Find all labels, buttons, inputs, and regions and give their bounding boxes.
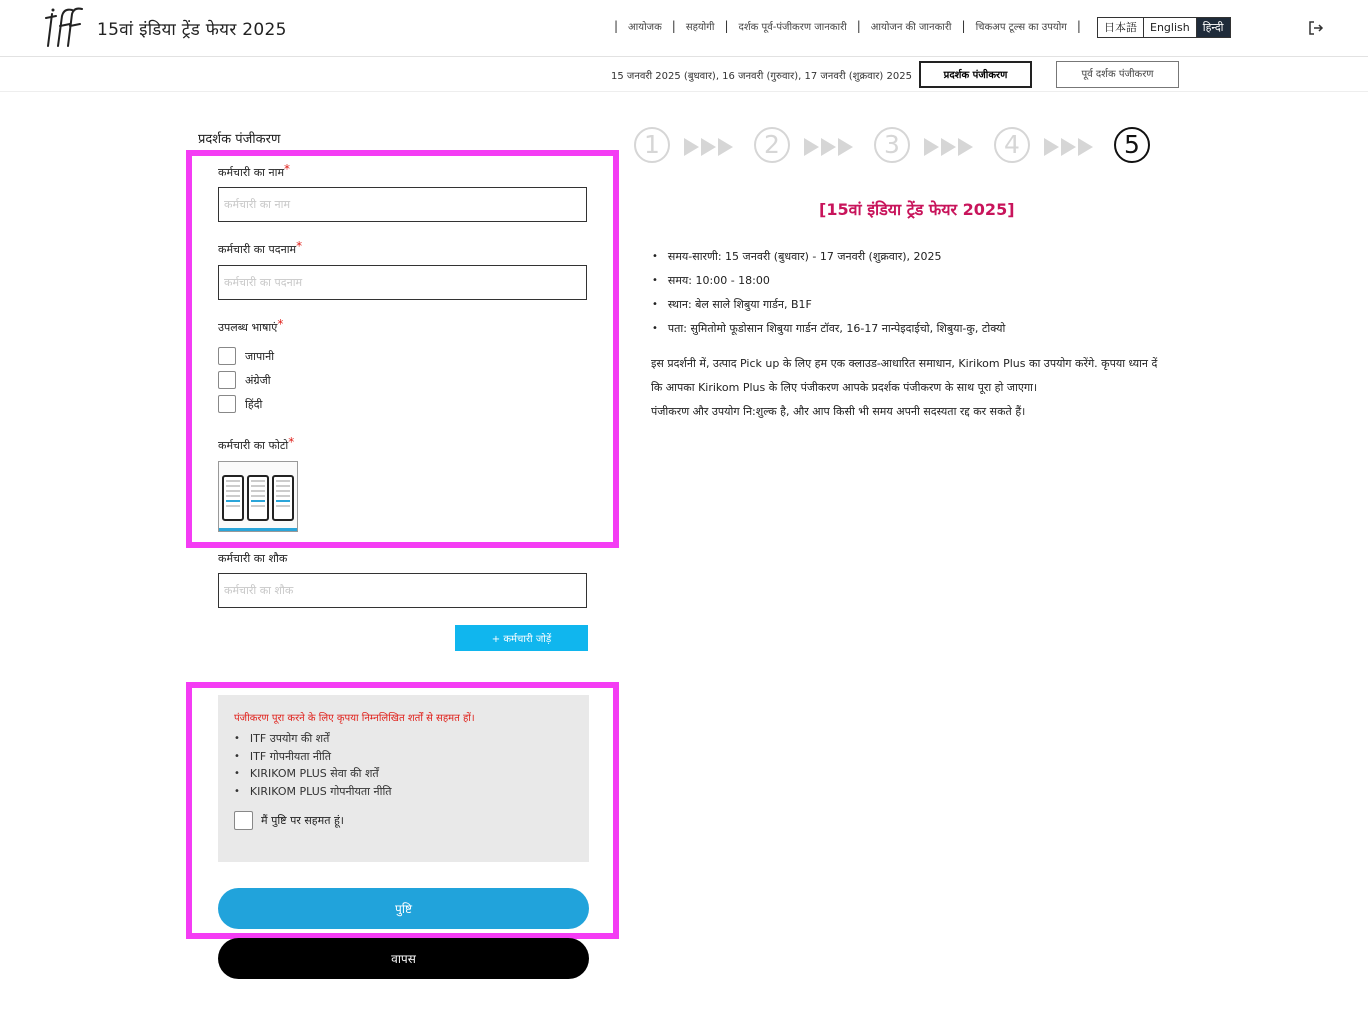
terms-item <box>234 748 392 766</box>
agree-checkbox[interactable] <box>234 811 253 830</box>
required-mark: * <box>277 317 284 331</box>
itf-logo[interactable] <box>42 6 88 50</box>
required-mark: * <box>296 239 303 253</box>
languages-label <box>218 317 284 335</box>
terms-item <box>234 783 392 801</box>
employee-photo-thumbnail[interactable] <box>218 461 298 532</box>
step-arrow-icon <box>684 138 736 156</box>
language-option-label: जापानी <box>245 349 275 363</box>
step-arrow-icon <box>1044 138 1096 156</box>
nav-separator: | <box>724 19 729 33</box>
languages-label-text: उपलब्ध भाषाएं <box>218 321 278 334</box>
employee-position-label-text: कर्मचारी का पदनाम <box>218 243 297 256</box>
event-info-venue: • स्थान: बेल साले शिबुया गार्डन, B1F <box>652 292 1005 316</box>
required-mark: * <box>284 162 291 176</box>
terms-item <box>234 730 392 748</box>
step-4: 4 <box>994 127 1030 163</box>
event-info-schedule: • समय-सारणी: 15 जनवरी (बुधवार) - 17 जनवरी (शुक्रवार), 2025 <box>652 244 1005 268</box>
main-nav <box>604 19 1091 33</box>
terms-link-itf-privacy[interactable]: • ITF गोपनीयता नीति <box>249 749 332 763</box>
employee-photo-label <box>218 435 295 453</box>
employee-position-input[interactable] <box>218 265 587 300</box>
terms-list <box>234 730 392 800</box>
nav-item-partners[interactable]: सहयोगी <box>685 22 715 33</box>
nav-item-organizer[interactable]: आयोजक <box>628 22 662 33</box>
required-mark: * <box>288 435 295 449</box>
language-checkbox-hindi[interactable] <box>218 395 236 413</box>
exhibitor-registration-button[interactable]: प्रदर्शक पंजीकरण <box>919 61 1032 88</box>
agree-label: मैं पुष्टि पर सहमत हूं। <box>261 814 344 827</box>
site-title: 15वां इंडिया ट्रेंड फेयर 2025 <box>97 20 287 40</box>
add-employee-button[interactable]: + कर्मचारी जोड़ें <box>455 625 588 651</box>
photo-selected-bar <box>219 528 297 531</box>
visitor-registration-button[interactable]: पूर्व दर्शक पंजीकरण <box>1056 61 1179 88</box>
language-checkbox-english[interactable] <box>218 371 236 389</box>
event-description <box>651 352 1176 424</box>
step-1: 1 <box>634 127 670 163</box>
step-3: 3 <box>874 127 910 163</box>
nav-item-visitor-info[interactable]: दर्शक पूर्व-पंजीकरण जानकारी <box>738 22 847 33</box>
employee-hobby-input[interactable] <box>218 573 587 608</box>
back-button[interactable]: वापस <box>218 938 589 979</box>
lang-japanese[interactable]: 日本語 <box>1098 18 1144 37</box>
nav-item-event-info[interactable]: आयोजन की जानकारी <box>870 22 952 33</box>
event-info-address: • पता: सुमितोमो फूडोसान शिबुया गार्डन टॉवर, 16-17 नान्पेइदाईचो, शिबुया-कु, टोक्यो <box>652 316 1005 340</box>
terms-warning: पंजीकरण पूरा करने के लिए कृपया निम्नलिखित शर्तों से सहमत हों। <box>234 713 475 724</box>
section-title: प्रदर्शक पंजीकरण <box>198 132 281 147</box>
language-option-english <box>218 371 271 389</box>
phone-image <box>247 475 269 521</box>
terms-link-kirikom-terms[interactable]: • KIRIKOM PLUS सेवा की शर्तें <box>249 767 379 781</box>
nav-separator: | <box>614 19 619 33</box>
terms-link-itf-terms[interactable]: • ITF उपयोग की शर्तें <box>249 732 330 746</box>
terms-item <box>234 765 392 783</box>
event-info-list <box>652 244 1005 340</box>
event-info-time: • समय: 10:00 - 18:00 <box>652 268 1005 292</box>
step-5: 5 <box>1114 127 1150 163</box>
confirm-button[interactable]: पुष्टि <box>218 888 589 929</box>
language-option-japanese <box>218 347 274 365</box>
sub-header <box>0 57 1368 92</box>
nav-item-tools[interactable]: चिकअप टूल्स का उपयोग <box>975 22 1067 33</box>
nav-separator: | <box>1076 19 1081 33</box>
agree-row <box>234 811 344 830</box>
logout-icon[interactable] <box>1307 19 1325 37</box>
language-option-hindi <box>218 395 262 413</box>
employee-hobby-label: कर्मचारी का शौक <box>218 552 288 565</box>
lang-english[interactable]: English <box>1144 18 1197 37</box>
employee-position-label <box>218 239 303 257</box>
terms-link-kirikom-privacy[interactable]: • KIRIKOM PLUS गोपनीयता नीति <box>249 784 392 798</box>
site-header <box>0 0 1368 57</box>
employee-name-input[interactable] <box>218 187 587 222</box>
description-line: कि आपका Kirikom Plus के लिए पंजीकरण आपके प्रदर्शक पंजीकरण के साथ पूरा हो जाएगा। <box>651 381 1038 394</box>
nav-separator: | <box>856 19 861 33</box>
employee-photo-label-text: कर्मचारी का फोटो <box>218 439 289 452</box>
description-line: इस प्रदर्शनी में, उत्पाद Pick up के लिए हम एक क्लाउड-आधारित समाधान, Kirikom Plus का उपयोग करेंगे. कृपया ध्यान दें <box>651 357 1158 370</box>
terms-box <box>218 695 589 862</box>
event-title: [15वां इंडिया ट्रेंड फेयर 2025] <box>819 200 1015 219</box>
language-checkbox-japanese[interactable] <box>218 347 236 365</box>
phone-image <box>222 475 244 521</box>
nav-separator: | <box>671 19 676 33</box>
step-arrow-icon <box>804 138 856 156</box>
language-switcher <box>1097 17 1231 38</box>
lang-hindi[interactable]: हिन्दी <box>1197 18 1230 37</box>
employee-name-label-text: कर्मचारी का नाम <box>218 166 285 179</box>
phone-image <box>272 475 294 521</box>
step-2: 2 <box>754 127 790 163</box>
language-option-label: अंग्रेजी <box>245 373 271 387</box>
nav-separator: | <box>961 19 966 33</box>
description-line: पंजीकरण और उपयोग नि:शुल्क है, और आप किसी भी समय अपनी सदस्यता रद्द कर सकते हैं। <box>651 405 1026 418</box>
employee-name-label <box>218 162 291 180</box>
step-arrow-icon <box>924 138 976 156</box>
event-dates: 15 जनवरी 2025 (बुधवार), 16 जनवरी (गुरुवार), 17 जनवरी (शुक्रवार) 2025 <box>611 71 912 82</box>
language-option-label: हिंदी <box>245 397 263 411</box>
